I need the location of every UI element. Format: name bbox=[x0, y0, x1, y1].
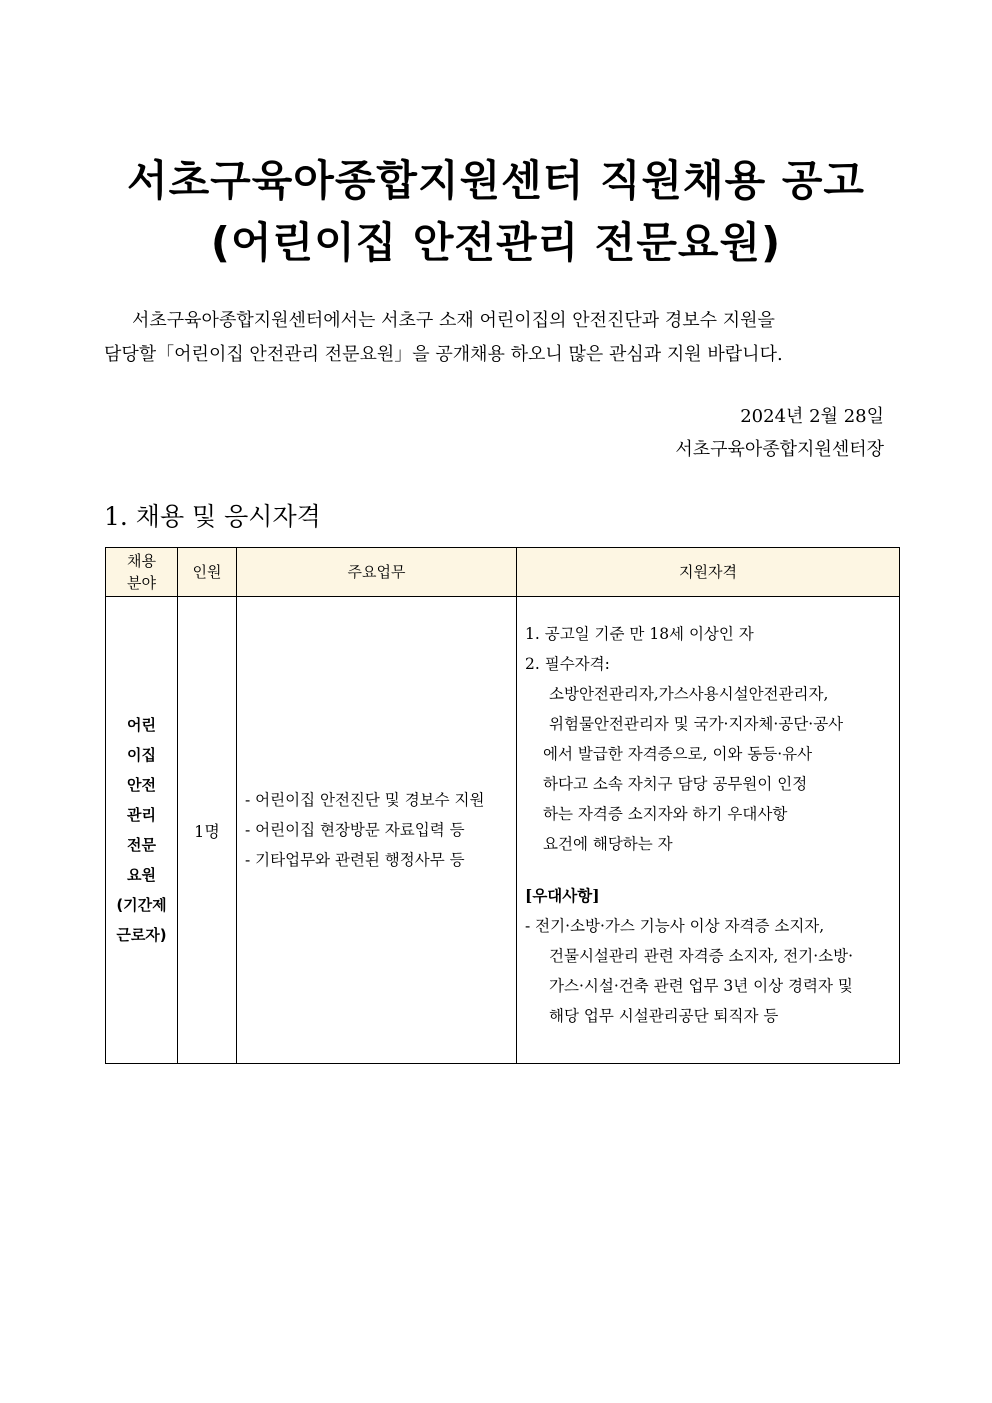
issuer: 서초구육아종합지원센터장 bbox=[675, 439, 884, 460]
title-line2: (어린이집 안전관리 전문요원) bbox=[210, 218, 782, 267]
table-header-row bbox=[106, 548, 900, 597]
required-line: 에서 발급한 자격증으로, 이와 동등·유사 bbox=[543, 745, 813, 763]
preferred-line: 가스·시설·건축 관련 업무 3년 이상 경력자 및 bbox=[549, 977, 853, 995]
header-field: 채용 분야 bbox=[106, 548, 178, 597]
duty-item: - 어린이집 안전진단 및 경보수 지원 bbox=[245, 791, 485, 809]
cell-field: 어린 이집 안전 관리 전문 요원 (기간제 근로자) bbox=[106, 597, 178, 1064]
duty-item: - 기타업무와 관련된 행정사무 등 bbox=[245, 851, 465, 869]
cell-qualification bbox=[517, 597, 900, 1064]
intro-paragraph bbox=[104, 304, 884, 372]
required-line: 소방안전관리자,가스사용시설안전관리자, bbox=[549, 685, 829, 703]
required-line: 하다고 소속 자치구 담당 공무원이 인정 bbox=[543, 775, 808, 793]
qual-item: 2. 필수자격: bbox=[525, 655, 610, 673]
preferred-line: 건물시설관리 관련 자격증 소지자, 전기·소방· bbox=[549, 947, 854, 965]
spacer bbox=[525, 859, 891, 881]
required-line: 요건에 해당하는 자 bbox=[543, 835, 673, 853]
issue-date: 2024년 2월 28일 bbox=[740, 406, 884, 427]
preferred-line: 해당 업무 시설관리공단 퇴직자 등 bbox=[549, 1007, 779, 1025]
recruitment-table bbox=[105, 547, 900, 1064]
section-heading: 1. 채용 및 응시자격 bbox=[104, 502, 321, 531]
header-duties: 주요업무 bbox=[237, 548, 517, 597]
intro-line1: 서초구육아종합지원센터에서는 서초구 소재 어린이집의 안전진단과 경보수 지원을 bbox=[132, 310, 775, 331]
required-line: 하는 자격증 소지자와 하기 우대사항 bbox=[543, 805, 788, 823]
preferred-title: [우대사항] bbox=[525, 886, 600, 905]
header-qualification: 지원자격 bbox=[517, 548, 900, 597]
cell-duties bbox=[237, 597, 517, 1064]
cell-count: 1명 bbox=[178, 597, 237, 1064]
table-row bbox=[106, 597, 900, 1064]
duty-item: - 어린이집 현장방문 자료입력 등 bbox=[245, 821, 465, 839]
intro-line2: 담당할「어린이집 안전관리 전문요원」을 공개채용 하오니 많은 관심과 지원 바랍니다. bbox=[104, 344, 783, 365]
date-block bbox=[675, 400, 884, 466]
preferred-lead: - 전기·소방·가스 기능사 이상 자격증 소지자, bbox=[525, 917, 825, 935]
header-count: 인원 bbox=[178, 548, 237, 597]
qual-item: 1. 공고일 기준 만 18세 이상인 자 bbox=[525, 625, 754, 643]
title-line1: 서초구육아종합지원센터 직원채용 공고 bbox=[127, 156, 865, 205]
required-line: 위험물안전관리자 및 국가·지자체·공단·공사 bbox=[549, 715, 844, 733]
